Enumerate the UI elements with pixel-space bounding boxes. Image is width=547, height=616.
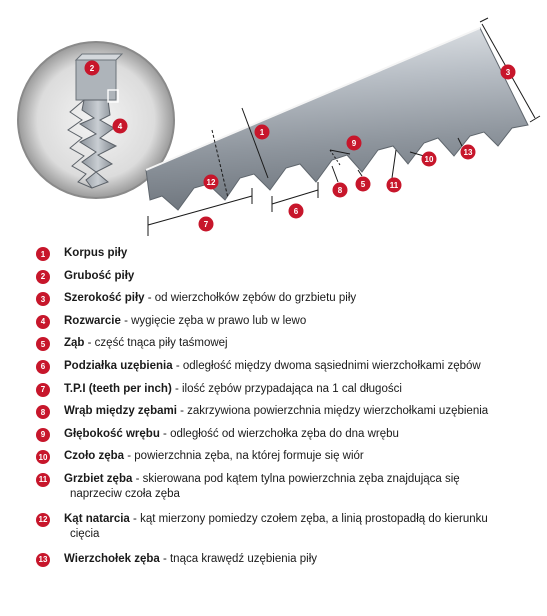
marker-label: 6 (293, 207, 299, 216)
legend-term: Podziałka uzębienia (64, 359, 173, 372)
legend-text (64, 336, 541, 351)
marker-label: 12 (206, 178, 216, 187)
marker-7 (199, 217, 214, 232)
marker-11 (387, 178, 402, 193)
legend-item (36, 336, 541, 351)
legend-term: Ząb (64, 337, 85, 350)
legend-description: - odległość między dwoma sąsiednimi wierzchołkami zębów (172, 359, 481, 372)
legend-term: Czoło zęba (64, 450, 125, 463)
legend-item (36, 246, 541, 261)
legend-description: - kąt mierzony pomiedzy czołem zęba, a linią prostopadłą do kierunku (129, 512, 488, 525)
legend-term: Grzbiet zęba (64, 472, 133, 485)
legend-description: - ilość zębów przypadająca na 1 cal długości (171, 382, 402, 395)
legend-number-badge: 4 (36, 315, 50, 329)
marker-label: 7 (203, 220, 209, 229)
legend-description: - skierowana pod kątem tylna powierzchnia zęba znajdująca się (132, 472, 460, 485)
legend-text (64, 314, 541, 329)
marker-label: 1 (259, 128, 265, 137)
legend-description-continued: cięcia (70, 527, 100, 540)
marker-8 (333, 183, 348, 198)
legend-term: Wrąb między zębami (64, 405, 177, 418)
legend-item (36, 472, 541, 502)
marker-label: 3 (505, 68, 511, 77)
legend-term: Korpus piły (64, 247, 128, 259)
marker-6 (289, 204, 304, 219)
legend-item (36, 512, 541, 542)
saw-blade (146, 28, 528, 210)
marker-10 (422, 152, 437, 167)
legend-text (64, 359, 541, 374)
legend-text (64, 291, 541, 306)
marker-label: 2 (89, 64, 95, 73)
legend-item (36, 404, 541, 419)
marker-label: 5 (360, 180, 366, 189)
marker-9 (347, 136, 362, 151)
legend-item (36, 314, 541, 329)
legend-number-badge: 7 (36, 383, 50, 397)
legend-description: - część tnąca piły taśmowej (84, 337, 228, 350)
legend (36, 246, 541, 575)
legend-description: - zakrzywiona powierzchnia między wierzchołkami uzębienia (176, 405, 489, 418)
legend-item (36, 427, 541, 442)
legend-description: - odległość od wierzchołka zęba do dna wrębu (159, 427, 399, 440)
legend-item (36, 291, 541, 306)
legend-term: Grubość piły (64, 269, 135, 282)
legend-number-badge: 3 (36, 292, 50, 306)
legend-text (64, 552, 541, 567)
band-saw-diagram (0, 0, 547, 240)
legend-term: Głębokość wrębu (64, 427, 160, 440)
marker-label: 4 (117, 122, 123, 131)
legend-description-continued: naprzeciw czoła zęba (70, 487, 180, 500)
legend-item (36, 359, 541, 374)
legend-number-badge: 1 (36, 247, 50, 261)
marker-13 (461, 145, 476, 160)
legend-text (64, 427, 541, 442)
marker-2 (85, 61, 100, 76)
legend-term: Rozwarcie (64, 314, 121, 327)
marker-12 (204, 175, 219, 190)
legend-text (64, 382, 541, 397)
legend-item (36, 382, 541, 397)
legend-term: Kąt natarcia (64, 512, 130, 525)
legend-text (64, 269, 541, 284)
legend-text (64, 472, 541, 502)
legend-description: - powierzchnia zęba, na której formuje się wiór (124, 450, 364, 463)
legend-description: - tnąca krawędź uzębienia piły (159, 552, 318, 565)
marker-5 (356, 177, 371, 192)
legend-number-badge: 12 (36, 513, 50, 527)
legend-number-badge: 10 (36, 450, 50, 464)
legend-number-badge: 9 (36, 428, 50, 442)
legend-term: T.P.I (teeth per inch) (64, 382, 172, 395)
legend-description: - wygięcie zęba w prawo lub w lewo (120, 314, 307, 327)
legend-term: Szerokość piły (64, 292, 145, 305)
marker-label: 13 (463, 148, 473, 157)
legend-term: Wierzchołek zęba (64, 552, 160, 565)
legend-number-badge: 11 (36, 473, 50, 487)
marker-3 (501, 65, 516, 80)
legend-number-badge: 13 (36, 553, 50, 567)
legend-description: - od wierzchołków zębów do grzbietu piły (144, 292, 357, 305)
legend-item (36, 552, 541, 567)
marker-label: 9 (351, 139, 357, 148)
legend-text (64, 512, 541, 542)
marker-4 (113, 119, 128, 134)
legend-number-badge: 8 (36, 405, 50, 419)
legend-item (36, 269, 541, 284)
legend-text (64, 404, 541, 419)
legend-item (36, 449, 541, 464)
marker-label: 10 (424, 155, 434, 164)
legend-number-badge: 6 (36, 360, 50, 374)
legend-text (64, 246, 541, 261)
marker-1 (255, 125, 270, 140)
legend-number-badge: 5 (36, 337, 50, 351)
marker-label: 11 (389, 181, 399, 190)
marker-label: 8 (337, 186, 343, 195)
legend-text (64, 449, 541, 464)
legend-number-badge: 2 (36, 270, 50, 284)
